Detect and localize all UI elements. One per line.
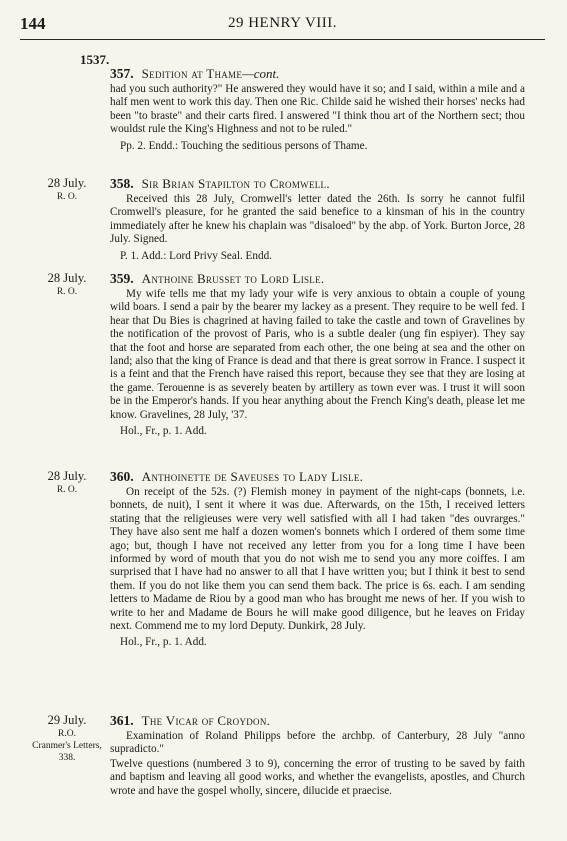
entry-source-extra: Cranmer's Letters, 338. — [32, 741, 102, 763]
entry-body-continued: Twelve questions (numbered 3 to 9), concerning the error of trusting to be saved by faith and baptism and leaving all good works, and whether the evangelists, apostles, and Church wrote and have the gospel wholly, sincere, dilucide et praecise. — [110, 757, 525, 797]
entry-title: Sir Brian Stapilton to Cromwell. — [141, 176, 330, 191]
entry-date: 28 July. — [47, 176, 87, 190]
page-header — [20, 14, 545, 36]
entry-heading — [110, 271, 525, 287]
entry-margin — [32, 469, 102, 496]
entry-title: Anthoine Brusset to Lord Lisle. — [141, 271, 325, 286]
entry-title: Sedition at Thame — [141, 66, 243, 81]
entry-title-suffix: —cont. — [242, 66, 280, 81]
entry-number: 358. — [110, 176, 134, 191]
entry-number: 360. — [110, 469, 134, 484]
year-label: 1537. — [80, 52, 110, 67]
header-rule — [20, 39, 545, 40]
entry-margin — [32, 713, 102, 764]
entry-heading — [110, 176, 525, 192]
entry-endorsement: Hol., Fr., p. 1. Add. — [120, 425, 207, 438]
entry-body: On receipt of the 52s. (?) Flemish money in payment of the night-caps (bonnets, i.e. bonnets, de nuit), I sent it where it was due. Afterwards, on the 15th, I received letters stating that the religieuses were very well satisfied with all I had taken "des ouvrarges." They have also sent me half a dozen women's bonnets which I ordered of them some time ago; but, though I have not received any letter from you for a long time I have been informed by word of mouth that you do not wish me to send you any more coiffes. I am surprised that I have had no answer to all that I have written you; but I think it best to send them. If you do not like them you can send them back. The price is 6s. each. I am sending letters to Madame de Riou by a good man who has brought me news of her. If you wish to write to her and Madame de Bours he will make good diligence, but he leaves on Friday next. Commend me to my lord Deputy. Dunkirk, 28 July. — [110, 486, 525, 633]
entry-title: Anthoinette de Saveuses to Lady Lisle. — [141, 469, 364, 484]
entry-endorsement: Pp. 2. Endd.: Touching the seditious persons of Thame. — [120, 139, 368, 152]
entry-number: 357. — [110, 66, 134, 81]
entry-title: The Vicar of Croydon. — [141, 713, 271, 728]
running-title: 29 HENRY VIII. — [227, 15, 338, 31]
entry-source: R. O. — [56, 192, 78, 202]
entry-number: 359. — [110, 271, 134, 286]
entry-body: Received this 28 July, Cromwell's letter dated the 26th. Is sorry he cannot fulfil Cromwell's pleasure, for he granted the said benefice to a kinsman of his in the country immediately after he knew his chaplain was "disaloed" by the abp. of York. Burton Jorce, 28 July. Signed. — [110, 193, 525, 246]
entry-heading — [110, 66, 525, 82]
entry-date: 29 July. — [47, 713, 87, 727]
entry-endorsement: P. 1. Add.: Lord Privy Seal. Endd. — [120, 249, 272, 262]
entry-body: My wife tells me that my lady your wife is very anxious to obtain a couple of young wild boars. I send a pair by the bearer my lackey as a present. They require to be well fed. I hear that Du Bies is chagrined at having failed to take the castle and town of Gravelines by the notification of the provost of Paris, who is a subtle dealer (ung fin espiyer). They say that the foot and horse are separated from each other, the one being at sea and the other on land; also that the king of France is dead and that there is great sorrow in France. I suspect it is a feint and that the French have raised this report, because they see that they are losing at the game. Terouenne is as severely beaten by artillery as town ever was. I trust it will soon be in the Emperor's hands. If you hear anything about the French King's death, please let me know. Gravelines, 28 July, '37. — [110, 288, 525, 421]
entry-body: Examination of Roland Philipps before the archbp. of Canterbury, 28 July "anno supradicto." — [110, 730, 525, 756]
entry-endorsement: Hol., Fr., p. 1. Add. — [120, 636, 207, 649]
entry-body: had you such authority?" He answered they would have it so; and I said, within a mile and a half men went to work this day. Then one Ric. Childe said he wished their horses' necks had been "to braste" and their carts fired. I answered "I think thou art of the Northern sect; thou wouldst rule the King's Highness and not to be ruled." — [110, 83, 525, 136]
entry-heading — [110, 469, 525, 485]
entry-number: 361. — [110, 713, 134, 728]
entry-margin — [32, 176, 102, 203]
entry-source: R. O. — [56, 287, 78, 297]
entry-source: R. O. — [56, 485, 78, 495]
page-number: 144 — [20, 14, 46, 33]
entry-margin — [32, 271, 102, 298]
entry-heading — [110, 713, 525, 729]
entry-date: 28 July. — [47, 469, 87, 483]
entry-source: R.O. — [58, 729, 76, 739]
entry-date: 28 July. — [47, 271, 87, 285]
